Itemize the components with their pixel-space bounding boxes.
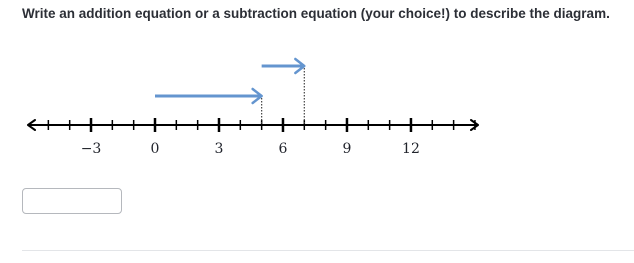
answer-input[interactable] [22,188,122,214]
question-text: Write an addition equation or a subtraction equation (your choice!) to describe the diagram. [22,6,610,21]
tick-label: 12 [402,141,420,157]
jump-arrows [155,59,304,103]
tick-label: 0 [150,141,160,157]
divider [22,250,634,251]
tick-label: −3 [80,141,102,157]
tick-labels [81,141,420,157]
tick-label: 6 [278,141,288,157]
tick-label: 3 [214,141,224,157]
tick-label: 9 [342,141,352,157]
dotted-guides [262,68,305,124]
